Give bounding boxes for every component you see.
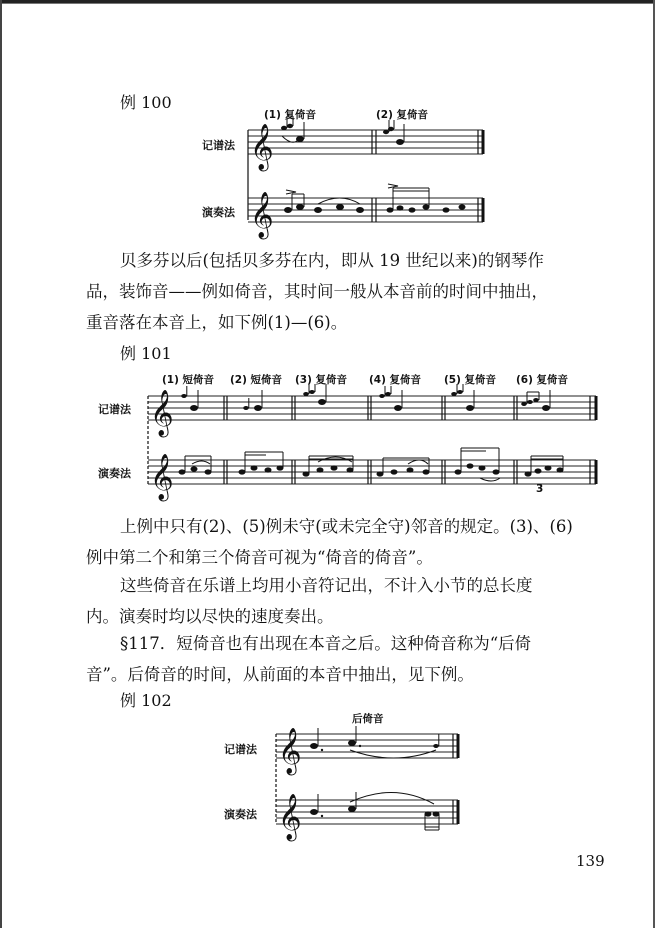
p1-line-3: 重音落在本音上，如下例(1)—(6)。 [86,313,348,332]
example-102-score [224,706,464,840]
ex100-caption-2: (2) 复倚音 [376,109,429,121]
ex101-treble-clef-2: 𝄞 [150,454,174,500]
ex102-treble-clef-1: 𝄞 [278,728,302,774]
example-101-score [96,364,606,504]
ex101-caption-3: (3) 复倚音 [295,374,348,386]
ex101-notation-label: 记谱法 [98,403,131,416]
paragraph-2 [86,511,608,573]
ex101-caption-6: (6) 复倚音 [516,374,569,386]
ex100-staff-notation [248,130,483,154]
page-number: 139 [576,852,605,870]
ex101-notation-notes [181,384,550,411]
example-101-label: 例 101 [120,344,172,363]
ex101-performance-label: 演奏法 [98,467,131,480]
paragraph-3 [86,570,608,632]
p2-line-2: 例中第二个和第三个倚音可视为“倚音的倚音”。 [86,548,433,567]
ex102-performance-label: 演奏法 [224,808,257,821]
p3-line-1: 这些倚音在乐谱上均用小音符记出，不计入小节的总长度 [120,576,533,595]
left-edge [0,0,2,928]
p4-line-2: 音”。后倚音的时间，从前面的本音中抽出，见下例。 [86,665,474,684]
ex101-caption-2: (2) 短倚音 [230,374,283,386]
paragraph-1 [86,245,608,338]
example-102-label: 例 102 [120,691,172,710]
ex101-caption-1: (1) 短倚音 [162,374,215,386]
p1-line-1: 贝多芬以后(包括贝多芬在内，即从 19 世纪以来)的钢琴作 [120,251,544,270]
ex100-performance-label: 演奏法 [202,206,235,219]
ex100-treble-clef-2: 𝄞 [250,192,274,238]
ex101-staff-notation [148,396,596,420]
ex100-caption-1: (1) 复倚音 [264,109,317,121]
ex102-staff-performance [276,800,458,824]
p2-line-1: 上例中只有(2)、(5)例未守(或未完全守)邻音的规定。(3)、(6) [120,517,573,536]
example-100-score [200,106,490,236]
p4-line-1: §117．短倚音也有出现在本音之后。这种倚音称为“后倚 [120,634,532,653]
ex100-notation-label: 记谱法 [202,139,235,152]
ex102-treble-clef-2: 𝄞 [278,794,302,840]
top-border-shadow [0,3,655,4]
ex101-caption-5: (5) 复倚音 [444,374,497,386]
example-100-label: 例 100 [120,93,172,112]
paragraph-4 [86,628,608,690]
ex102-staff-notation [276,734,458,758]
ex101-caption-4: (4) 复倚音 [369,374,422,386]
ex100-treble-clef-1: 𝄞 [250,124,274,170]
p1-line-2: 品，装饰音——例如倚音，其时间一般从本音前的时间中抽出， [86,282,548,301]
ex101-treble-clef-1: 𝄞 [150,390,174,436]
ex102-caption: 后倚音 [352,713,384,725]
p3-line-2: 内。演奏时均以尽快的速度奏出。 [86,607,334,626]
ex101-triplet-mark: 3 [536,483,544,495]
ex102-notation-label: 记谱法 [224,743,257,756]
